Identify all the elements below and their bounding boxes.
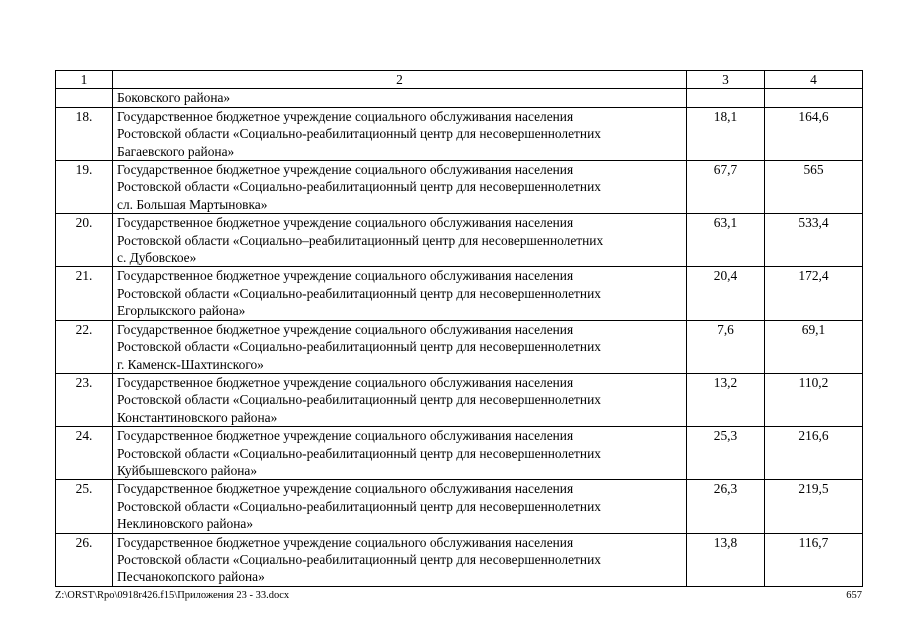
institution-name-line: с. Дубовское» [117, 250, 197, 266]
row-number: 21. [56, 267, 113, 320]
institution-name-line: Государственное бюджетное учреждение социального обслуживания населения [117, 268, 574, 284]
document-table [55, 70, 863, 587]
continuation-row [56, 89, 863, 107]
institution-name-line: Ростовской области «Социально-реабилитационный центр для несовершеннолетних [117, 445, 601, 461]
table-row [56, 107, 863, 160]
institution-name-line: Государственное бюджетное учреждение социального обслуживания населения [117, 215, 574, 231]
institution-name-line: Государственное бюджетное учреждение социального обслуживания населения [117, 162, 574, 178]
value-col4: 216,6 [765, 427, 863, 480]
value-col4: 110,2 [765, 373, 863, 426]
institution-name-line: Ростовской области «Социально-реабилитационный центр для несовершеннолетних [117, 339, 601, 355]
institution-name-line: Куйбышевского района» [117, 462, 258, 478]
institution-name-cell [113, 533, 687, 586]
table-row [56, 267, 863, 320]
institution-name-line: Ростовской области «Социально-реабилитационный центр для несовершеннолетних [117, 551, 601, 567]
institution-name-line: сл. Большая Мартыновка» [117, 196, 268, 212]
institution-name-line: Государственное бюджетное учреждение социального обслуживания населения [117, 321, 574, 337]
footer-file-path: Z:\ORST\Rpo\0918r426.f15\Приложения 23 - 33.docx [55, 590, 290, 601]
value-col4: 164,6 [765, 107, 863, 160]
institution-name-cell [113, 107, 687, 160]
institution-name-cell [113, 214, 687, 267]
header-cell-2: 2 [113, 71, 687, 89]
institution-name-cell [113, 373, 687, 426]
institution-name-line: Песчанокопского района» [117, 569, 265, 585]
institution-name-line: Государственное бюджетное учреждение социального обслуживания населения [117, 108, 574, 124]
institution-name-cell [113, 320, 687, 373]
institution-name-cell [113, 161, 687, 214]
institution-name-line: Ростовской области «Социально-реабилитационный центр для несовершеннолетних [117, 285, 601, 301]
value-col4: 565 [765, 161, 863, 214]
value-col3: 13,2 [687, 373, 765, 426]
continuation-text: Боковского района» [113, 89, 687, 107]
header-row [56, 71, 863, 89]
institution-name-line: Константиновского района» [117, 409, 278, 425]
institution-name-cell [113, 267, 687, 320]
value-col4: 116,7 [765, 533, 863, 586]
institution-name-line: Ростовской области «Социально-реабилитационный центр для несовершеннолетних [117, 498, 601, 514]
table-row [56, 214, 863, 267]
table-row [56, 320, 863, 373]
institution-name-line: Егорлыкского района» [117, 303, 246, 319]
continuation-col4-cell [765, 89, 863, 107]
institution-name-line: Государственное бюджетное учреждение социального обслуживания населения [117, 481, 574, 497]
value-col3: 20,4 [687, 267, 765, 320]
value-col4: 533,4 [765, 214, 863, 267]
continuation-num-cell [56, 89, 113, 107]
row-number: 26. [56, 533, 113, 586]
institution-name-line: Ростовской области «Социально-реабилитационный центр для несовершеннолетних [117, 126, 601, 142]
value-col4: 172,4 [765, 267, 863, 320]
institution-name-line: Ростовской области «Социально-реабилитационный центр для несовершеннолетних [117, 179, 601, 195]
row-number: 23. [56, 373, 113, 426]
table-row [56, 533, 863, 586]
table-row [56, 480, 863, 533]
value-col3: 63,1 [687, 214, 765, 267]
row-number: 19. [56, 161, 113, 214]
row-number: 20. [56, 214, 113, 267]
value-col3: 13,8 [687, 533, 765, 586]
footer-page-number: 657 [846, 590, 862, 601]
value-col3: 7,6 [687, 320, 765, 373]
row-number: 25. [56, 480, 113, 533]
institution-name-line: Багаевского района» [117, 143, 235, 159]
institution-name-line: Неклиновского района» [117, 516, 254, 532]
institution-name-line: г. Каменск-Шахтинского» [117, 356, 264, 372]
institution-name-line: Государственное бюджетное учреждение социального обслуживания населения [117, 534, 574, 550]
header-cell-4: 4 [765, 71, 863, 89]
table-row [56, 161, 863, 214]
value-col3: 67,7 [687, 161, 765, 214]
table-row [56, 373, 863, 426]
row-number: 24. [56, 427, 113, 480]
value-col3: 18,1 [687, 107, 765, 160]
institution-name-line: Ростовской области «Социально–реабилитационный центр для несовершеннолетних [117, 232, 604, 248]
value-col4: 69,1 [765, 320, 863, 373]
continuation-col3-cell [687, 89, 765, 107]
value-col3: 26,3 [687, 480, 765, 533]
header-cell-1: 1 [56, 71, 113, 89]
institution-name-line: Государственное бюджетное учреждение социального обслуживания населения [117, 428, 574, 444]
header-cell-3: 3 [687, 71, 765, 89]
row-number: 22. [56, 320, 113, 373]
institution-name-cell [113, 427, 687, 480]
institution-name-line: Государственное бюджетное учреждение социального обслуживания населения [117, 374, 574, 390]
institution-name-cell [113, 480, 687, 533]
value-col4: 219,5 [765, 480, 863, 533]
institution-name-line: Ростовской области «Социально-реабилитационный центр для несовершеннолетних [117, 392, 601, 408]
value-col3: 25,3 [687, 427, 765, 480]
row-number: 18. [56, 107, 113, 160]
table-row [56, 427, 863, 480]
